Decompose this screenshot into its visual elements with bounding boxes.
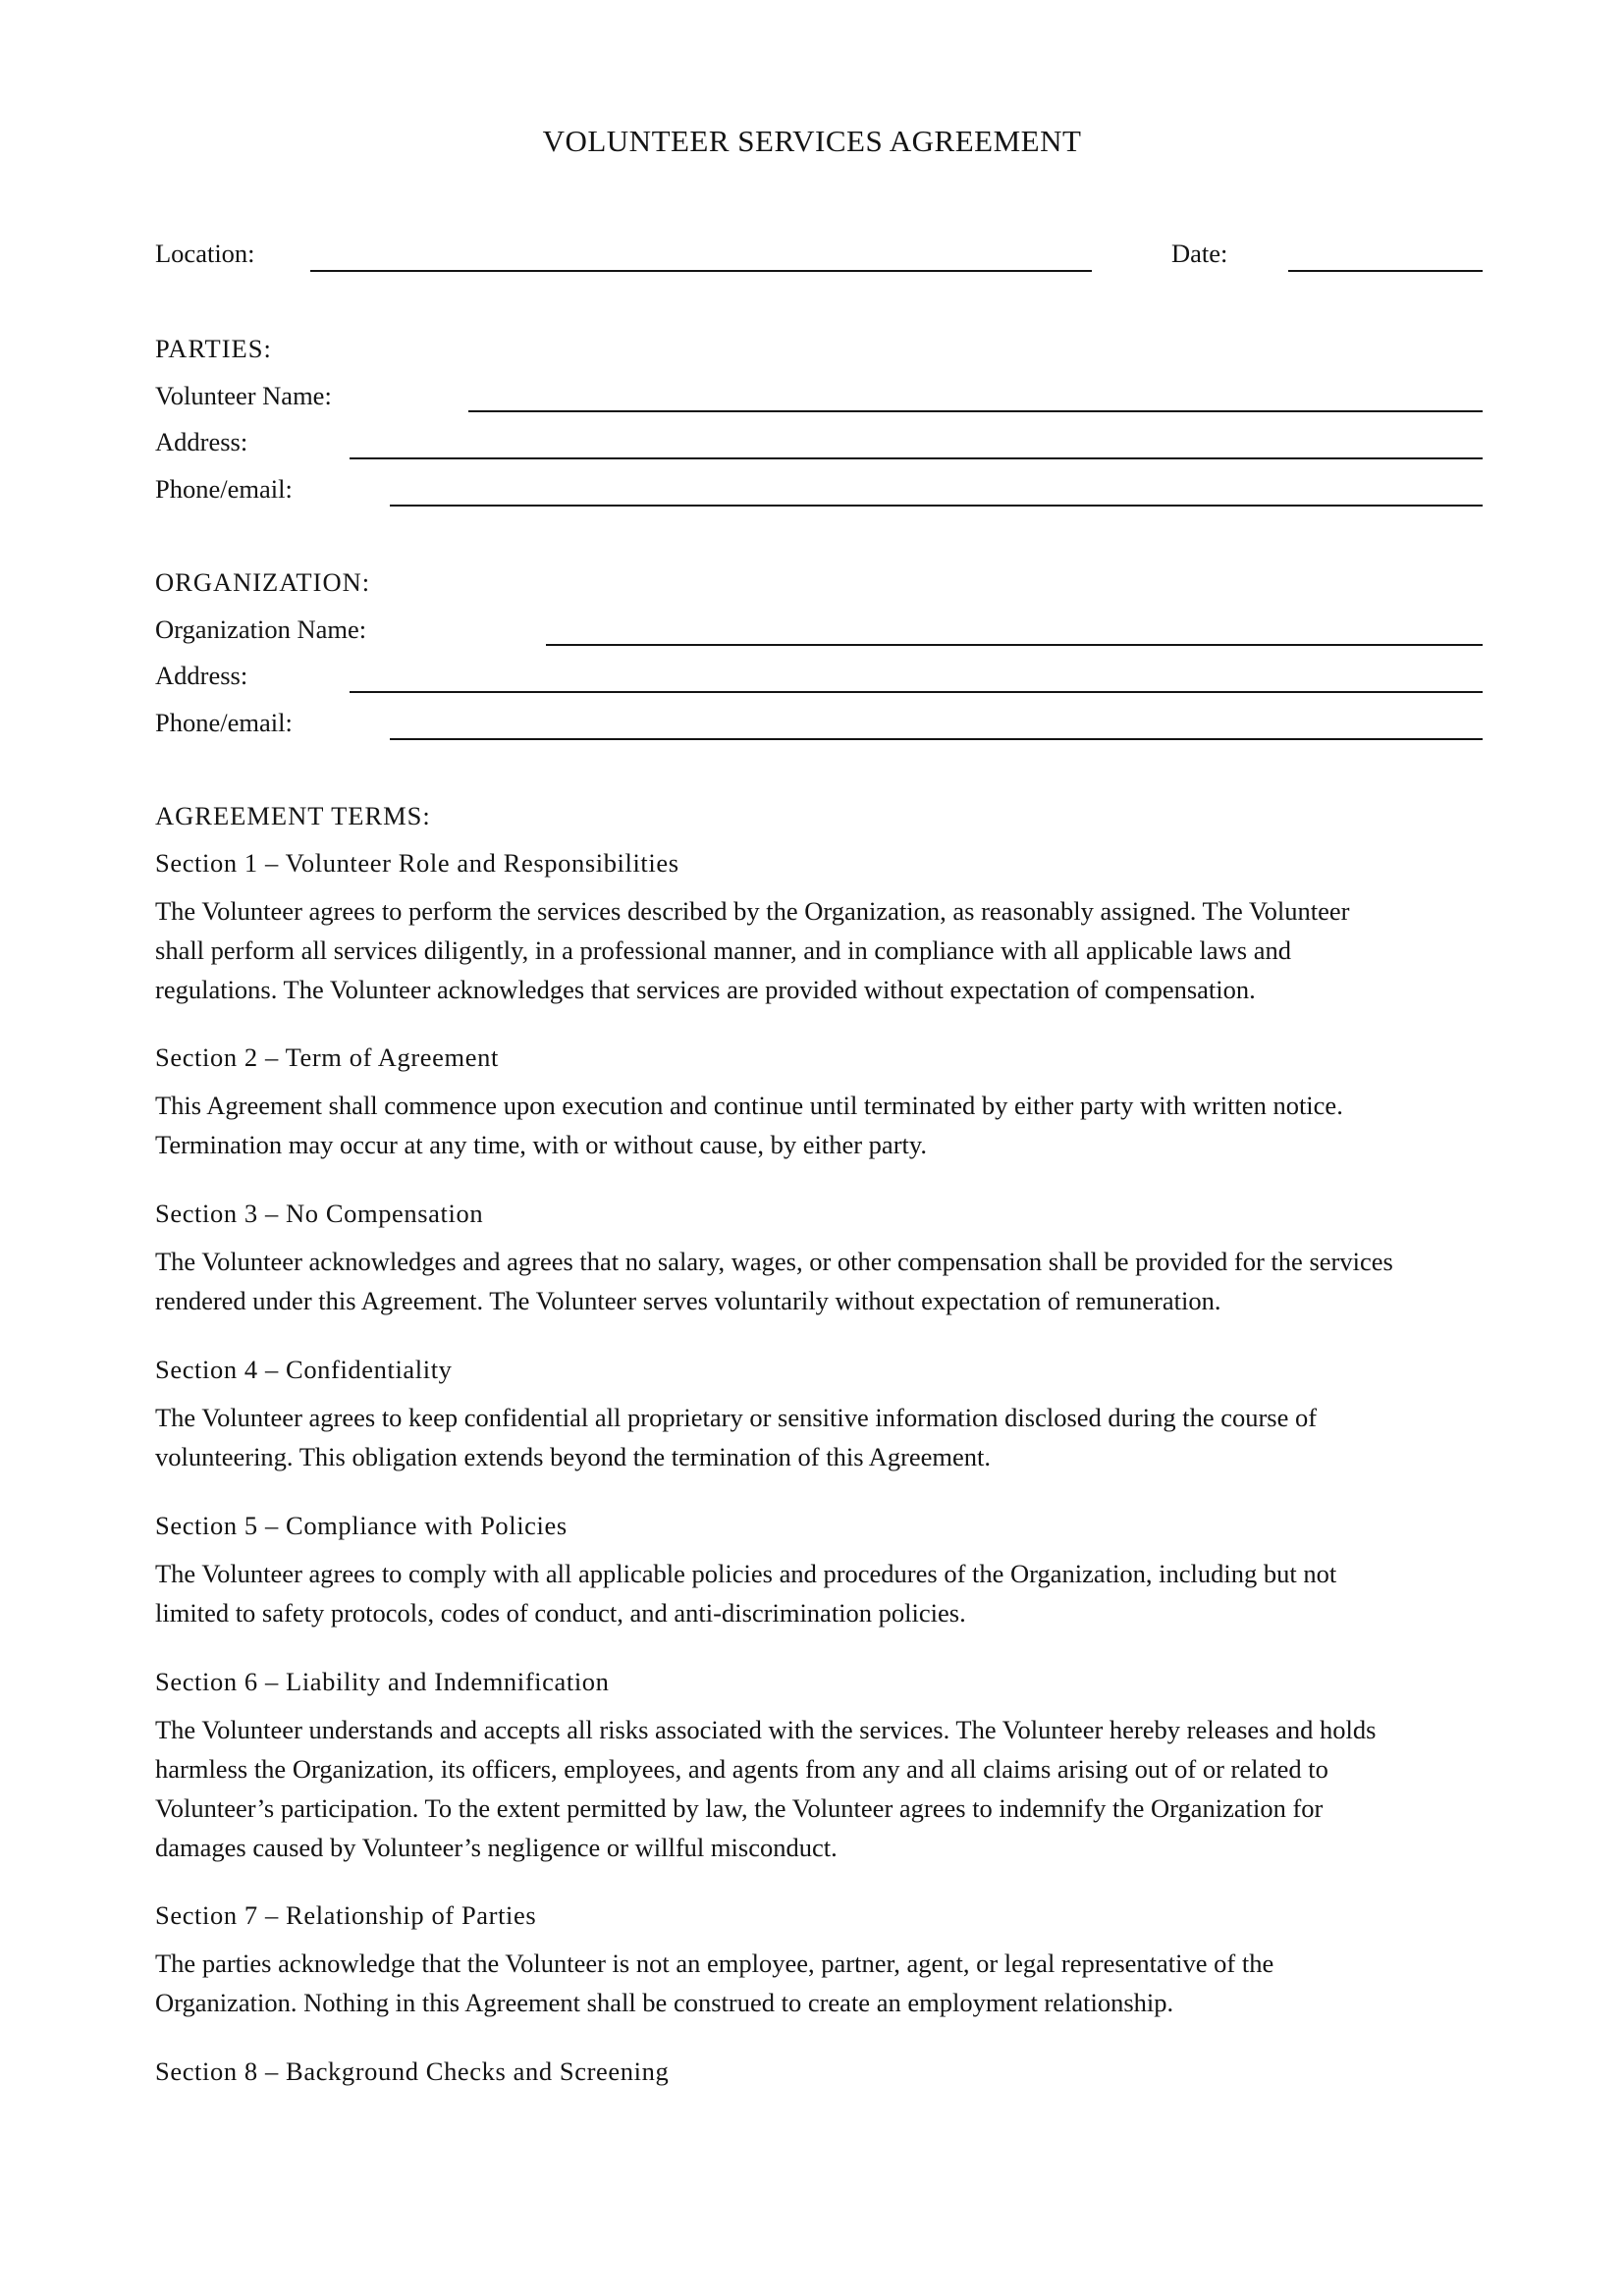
section-7-line: Organization. Nothing in this Agreement shall be construed to create an employment relationship.: [155, 1988, 1174, 2017]
organization-heading: ORGANIZATION:: [155, 567, 371, 597]
section-3-line: rendered under this Agreement. The Volunteer serves voluntarily without expectation of remuneration.: [155, 1286, 1221, 1315]
volunteer-contact-field-line[interactable]: [390, 505, 1483, 507]
section-8-title: Section 8 – Background Checks and Screening: [155, 2056, 670, 2086]
date-field-line[interactable]: [1288, 270, 1483, 272]
section-2-title: Section 2 – Term of Agreement: [155, 1042, 499, 1072]
section-3-line: The Volunteer acknowledges and agrees that no salary, wages, or other compensation shall be provided for the services: [155, 1247, 1393, 1276]
volunteer-address-label: Address:: [155, 427, 248, 456]
section-6-title: Section 6 – Liability and Indemnification: [155, 1667, 610, 1696]
section-2-body: [155, 1086, 1481, 1164]
section-6-line: damages caused by Volunteer’s negligence or willful misconduct.: [155, 1833, 838, 1862]
section-7-line: The parties acknowledge that the Volunteer is not an employee, partner, agent, or legal representative of the: [155, 1949, 1274, 1978]
section-5-title: Section 5 – Compliance with Policies: [155, 1511, 568, 1540]
section-4-line: volunteering. This obligation extends beyond the termination of this Agreement.: [155, 1442, 992, 1471]
section-1-title: Section 1 – Volunteer Role and Responsibilities: [155, 848, 679, 878]
location-label: Location:: [155, 239, 255, 268]
section-1-body: [155, 891, 1481, 1009]
document-title: VOLUNTEER SERVICES AGREEMENT: [542, 124, 1082, 158]
section-6-body: [155, 1710, 1481, 1867]
volunteer-contact-label: Phone/email:: [155, 474, 293, 504]
section-5-line: The Volunteer agrees to comply with all applicable policies and procedures of the Organization, including but not: [155, 1559, 1337, 1588]
section-2-line: This Agreement shall commence upon execution and continue until terminated by either party with written notice.: [155, 1091, 1343, 1120]
organization-address-label: Address:: [155, 661, 248, 690]
section-3-body: [155, 1242, 1481, 1320]
section-7-title: Section 7 – Relationship of Parties: [155, 1900, 537, 1930]
section-1-line: regulations. The Volunteer acknowledges that services are provided without expectation of compensation.: [155, 975, 1256, 1004]
section-6-line: The Volunteer understands and accepts all risks associated with the services. The Volunteer hereby releases and holds: [155, 1715, 1377, 1744]
section-5-line: limited to safety protocols, codes of conduct, and anti-discrimination policies.: [155, 1598, 966, 1628]
volunteer-name-label: Volunteer Name:: [155, 381, 332, 410]
location-field-line[interactable]: [310, 270, 1092, 272]
volunteer-name-field-line[interactable]: [468, 410, 1483, 412]
section-1-line: shall perform all services diligently, in a professional manner, and in compliance with all applicable laws and: [155, 935, 1291, 965]
agreement-terms-heading: AGREEMENT TERMS:: [155, 801, 431, 830]
date-label: Date:: [1171, 239, 1228, 268]
organization-name-field-line[interactable]: [546, 644, 1483, 646]
parties-heading: PARTIES:: [155, 334, 272, 363]
section-4-title: Section 4 – Confidentiality: [155, 1355, 453, 1384]
section-6-line: harmless the Organization, its officers, employees, and agents from any and all claims arising out of or related to: [155, 1754, 1328, 1784]
organization-contact-field-line[interactable]: [390, 738, 1483, 740]
section-4-line: The Volunteer agrees to keep confidential all proprietary or sensitive information disclosed during the course of: [155, 1403, 1318, 1432]
section-6-line: Volunteer’s participation. To the extent permitted by law, the Volunteer agrees to indemnify the Organization for: [155, 1793, 1324, 1823]
section-4-body: [155, 1398, 1481, 1476]
section-1-line: The Volunteer agrees to perform the services described by the Organization, as reasonably assigned. The Volunteer: [155, 896, 1350, 926]
volunteer-address-field-line[interactable]: [350, 457, 1483, 459]
section-3-title: Section 3 – No Compensation: [155, 1199, 484, 1228]
section-2-line: Termination may occur at any time, with or without cause, by either party.: [155, 1130, 928, 1159]
section-7-body: [155, 1944, 1481, 2022]
section-5-body: [155, 1554, 1481, 1632]
organization-contact-label: Phone/email:: [155, 708, 293, 737]
organization-address-field-line[interactable]: [350, 691, 1483, 693]
organization-name-label: Organization Name:: [155, 614, 367, 644]
